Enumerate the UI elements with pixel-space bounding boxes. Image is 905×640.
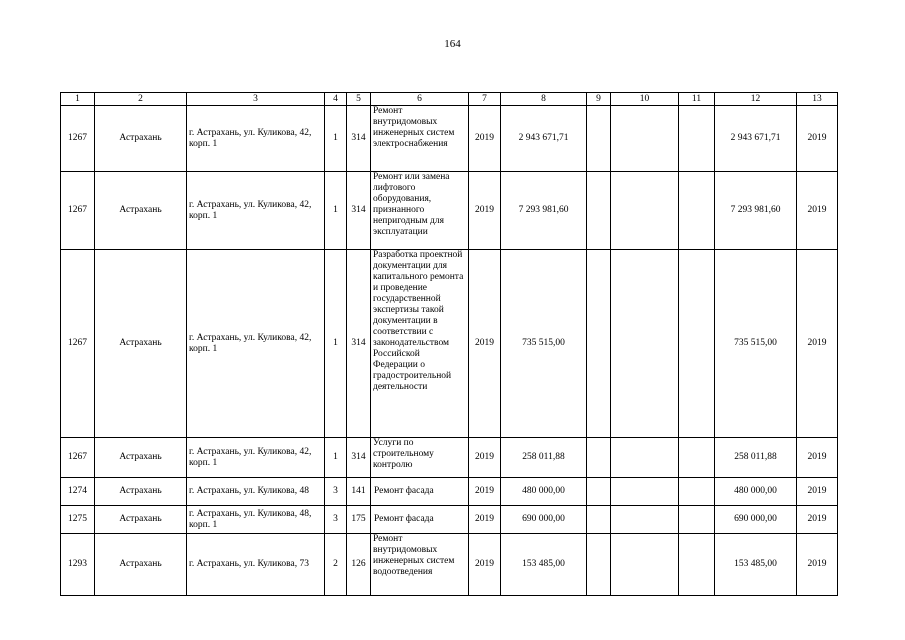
total-cost-cell: 2 943 671,71 bbox=[715, 106, 797, 172]
col5-cell: 314 bbox=[347, 106, 371, 172]
col4-cell: 1 bbox=[325, 172, 347, 250]
col4-cell: 1 bbox=[325, 106, 347, 172]
completion-year-cell: 2019 bbox=[797, 438, 838, 478]
completion-year-cell: 2019 bbox=[797, 534, 838, 596]
city-cell: Астрахань bbox=[95, 106, 187, 172]
col4-cell: 3 bbox=[325, 478, 347, 506]
completion-year-cell: 2019 bbox=[797, 250, 838, 438]
address-cell: г. Астрахань, ул. Куликова, 48, корп. 1 bbox=[187, 506, 325, 534]
city-cell: Астрахань bbox=[95, 172, 187, 250]
object-id-cell: 1274 bbox=[61, 478, 95, 506]
col4-cell: 2 bbox=[325, 534, 347, 596]
col5-cell: 314 bbox=[347, 438, 371, 478]
work-type-cell: Ремонт внутридомовых инженерных систем электроснабжения bbox=[371, 106, 469, 172]
total-cost-cell: 735 515,00 bbox=[715, 250, 797, 438]
col4-cell: 1 bbox=[325, 438, 347, 478]
completion-year-cell: 2019 bbox=[797, 506, 838, 534]
work-type-cell: Разработка проектной документации для капитального ремонта и проведение государственной экспертизы такой документации в соответствии с законодательством Российской Федерации о градостроительной деятельности bbox=[371, 250, 469, 438]
col10-cell bbox=[611, 106, 679, 172]
col5-cell: 141 bbox=[347, 478, 371, 506]
col10-cell bbox=[611, 172, 679, 250]
total-cost-cell: 480 000,00 bbox=[715, 478, 797, 506]
year-cell: 2019 bbox=[469, 478, 501, 506]
col9-cell bbox=[587, 438, 611, 478]
column-number: 3 bbox=[187, 93, 325, 106]
address-cell: г. Астрахань, ул. Куликова, 73 bbox=[187, 534, 325, 596]
address-cell: г. Астрахань, ул. Куликова, 42, корп. 1 bbox=[187, 106, 325, 172]
work-type-cell: Услуги по строительному контролю bbox=[371, 438, 469, 478]
completion-year-cell: 2019 bbox=[797, 172, 838, 250]
col4-cell: 3 bbox=[325, 506, 347, 534]
table-row bbox=[61, 506, 838, 534]
col5-cell: 314 bbox=[347, 250, 371, 438]
completion-year-cell: 2019 bbox=[797, 478, 838, 506]
object-id-cell: 1275 bbox=[61, 506, 95, 534]
cost-cell: 153 485,00 bbox=[501, 534, 587, 596]
year-cell: 2019 bbox=[469, 250, 501, 438]
col11-cell bbox=[679, 172, 715, 250]
city-cell: Астрахань bbox=[95, 478, 187, 506]
total-cost-cell: 690 000,00 bbox=[715, 506, 797, 534]
address-cell: г. Астрахань, ул. Куликова, 42, корп. 1 bbox=[187, 438, 325, 478]
col10-cell bbox=[611, 250, 679, 438]
column-number: 11 bbox=[679, 93, 715, 106]
completion-year-cell: 2019 bbox=[797, 106, 838, 172]
column-number: 10 bbox=[611, 93, 679, 106]
work-type-cell: Ремонт фасада bbox=[371, 478, 469, 506]
address-cell: г. Астрахань, ул. Куликова, 48 bbox=[187, 478, 325, 506]
total-cost-cell: 258 011,88 bbox=[715, 438, 797, 478]
city-cell: Астрахань bbox=[95, 506, 187, 534]
column-number: 6 bbox=[371, 93, 469, 106]
city-cell: Астрахань bbox=[95, 438, 187, 478]
city-cell: Астрахань bbox=[95, 534, 187, 596]
col10-cell bbox=[611, 478, 679, 506]
col9-cell bbox=[587, 172, 611, 250]
col9-cell bbox=[587, 250, 611, 438]
capital-repair-table bbox=[60, 92, 838, 596]
col11-cell bbox=[679, 250, 715, 438]
object-id-cell: 1267 bbox=[61, 250, 95, 438]
column-number-row bbox=[61, 93, 838, 106]
table-row bbox=[61, 250, 838, 438]
year-cell: 2019 bbox=[469, 506, 501, 534]
col11-cell bbox=[679, 438, 715, 478]
total-cost-cell: 7 293 981,60 bbox=[715, 172, 797, 250]
column-number: 9 bbox=[587, 93, 611, 106]
column-number: 8 bbox=[501, 93, 587, 106]
year-cell: 2019 bbox=[469, 534, 501, 596]
col11-cell bbox=[679, 506, 715, 534]
col11-cell bbox=[679, 534, 715, 596]
column-number: 5 bbox=[347, 93, 371, 106]
total-cost-cell: 153 485,00 bbox=[715, 534, 797, 596]
address-cell: г. Астрахань, ул. Куликова, 42, корп. 1 bbox=[187, 250, 325, 438]
table-row bbox=[61, 172, 838, 250]
object-id-cell: 1267 bbox=[61, 106, 95, 172]
table-row bbox=[61, 106, 838, 172]
col10-cell bbox=[611, 438, 679, 478]
column-number: 13 bbox=[797, 93, 838, 106]
col5-cell: 314 bbox=[347, 172, 371, 250]
year-cell: 2019 bbox=[469, 172, 501, 250]
city-cell: Астрахань bbox=[95, 250, 187, 438]
column-number: 7 bbox=[469, 93, 501, 106]
cost-cell: 480 000,00 bbox=[501, 478, 587, 506]
col5-cell: 175 bbox=[347, 506, 371, 534]
col9-cell bbox=[587, 478, 611, 506]
page-number: 164 bbox=[444, 38, 461, 50]
address-cell: г. Астрахань, ул. Куликова, 42, корп. 1 bbox=[187, 172, 325, 250]
work-type-cell: Ремонт внутридомовых инженерных систем водоотведения bbox=[371, 534, 469, 596]
col9-cell bbox=[587, 106, 611, 172]
column-number: 12 bbox=[715, 93, 797, 106]
cost-cell: 735 515,00 bbox=[501, 250, 587, 438]
table-row bbox=[61, 438, 838, 478]
col9-cell bbox=[587, 534, 611, 596]
cost-cell: 2 943 671,71 bbox=[501, 106, 587, 172]
col4-cell: 1 bbox=[325, 250, 347, 438]
col5-cell: 126 bbox=[347, 534, 371, 596]
object-id-cell: 1293 bbox=[61, 534, 95, 596]
work-type-cell: Ремонт или замена лифтового оборудования, признанного непригодным для эксплуатации bbox=[371, 172, 469, 250]
column-number: 2 bbox=[95, 93, 187, 106]
column-number: 4 bbox=[325, 93, 347, 106]
col11-cell bbox=[679, 106, 715, 172]
cost-cell: 258 011,88 bbox=[501, 438, 587, 478]
table-row bbox=[61, 534, 838, 596]
col10-cell bbox=[611, 506, 679, 534]
year-cell: 2019 bbox=[469, 438, 501, 478]
column-number: 1 bbox=[61, 93, 95, 106]
object-id-cell: 1267 bbox=[61, 172, 95, 250]
cost-cell: 7 293 981,60 bbox=[501, 172, 587, 250]
table-row bbox=[61, 478, 838, 506]
cost-cell: 690 000,00 bbox=[501, 506, 587, 534]
object-id-cell: 1267 bbox=[61, 438, 95, 478]
year-cell: 2019 bbox=[469, 106, 501, 172]
col11-cell bbox=[679, 478, 715, 506]
work-type-cell: Ремонт фасада bbox=[371, 506, 469, 534]
col9-cell bbox=[587, 506, 611, 534]
col10-cell bbox=[611, 534, 679, 596]
